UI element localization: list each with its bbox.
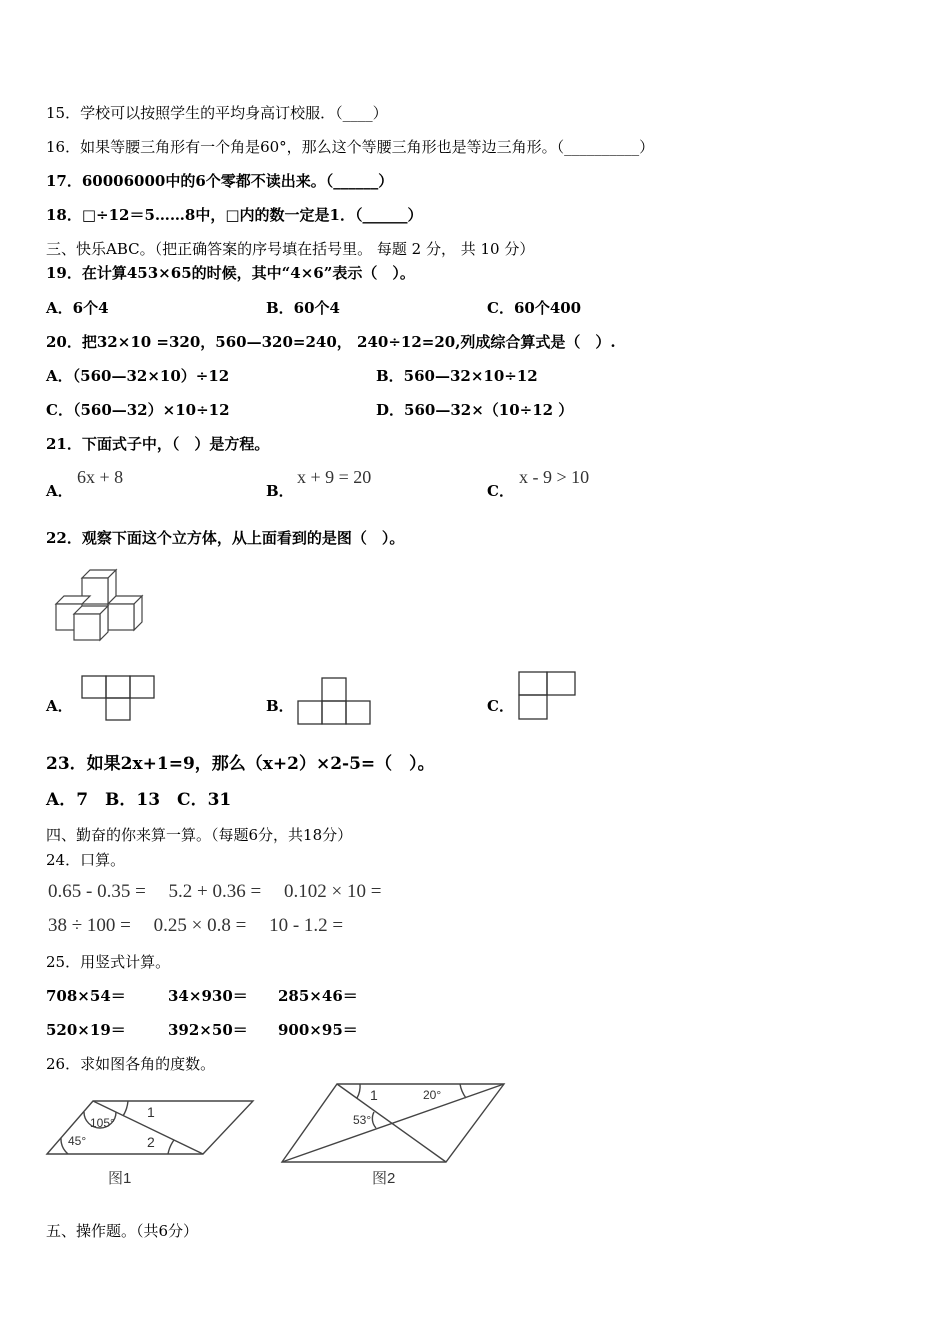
figure-2 <box>276 1076 510 1192</box>
fig2-angle-20: 20° <box>423 1088 442 1102</box>
q21-option-b-expr: x + 9 = 20 <box>297 467 372 487</box>
q23-options: A．7 B．13 C．31 <box>46 790 232 810</box>
question-18: 18．□÷12＝5……8中，□内的数一定是1．（______） <box>46 206 423 224</box>
q22-option-c-figure <box>517 671 577 721</box>
question-20: 20．把32×10 =320，560—320=240， 240÷12=20,列成综合算式是（ ）. <box>46 333 616 351</box>
q24-item: 0.25 × 0.8 = <box>153 915 247 936</box>
q24-row-2 <box>48 915 361 937</box>
question-21: 21．下面式子中，（ ）是方程。 <box>46 435 270 453</box>
q20-option-d: D．560—32×（10÷12 ） <box>376 401 574 419</box>
q22-option-b-label: B． <box>266 697 294 715</box>
cube-figure <box>52 568 148 642</box>
question-24: 24．口算。 <box>46 851 126 869</box>
fig1-label-1: 1 <box>147 1104 155 1120</box>
q22-option-b-figure <box>296 677 374 725</box>
section-4-title: 四、勤奋的你来算一算。（每题6分，共18分） <box>46 826 353 844</box>
question-17: 17．60006000中的6个零都不读出来。（______） <box>46 172 394 190</box>
fig2-angle-53: 53° <box>353 1113 372 1127</box>
q25-item: 900×95＝ <box>278 1021 358 1039</box>
fig2-label-1: 1 <box>370 1087 378 1103</box>
q21-option-b-label: B． <box>266 482 294 500</box>
question-19: 19．在计算453×65的时候，其中“4×6”表示（ ）。 <box>46 264 415 282</box>
question-22: 22．观察下面这个立方体，从上面看到的是图（ ）。 <box>46 529 405 547</box>
q25-item: 392×50＝ <box>168 1021 248 1039</box>
fig1-angle-105: 105° <box>90 1116 115 1130</box>
q21-option-c-label: C． <box>487 482 514 500</box>
q21-option-a-expr: 6x + 8 <box>77 467 124 487</box>
q20-option-c: C．（560—32）×10÷12 <box>46 401 230 419</box>
q24-row-1 <box>48 881 399 903</box>
figure-1 <box>40 1090 260 1190</box>
q25-item: 708×54＝ <box>46 987 126 1005</box>
question-26: 26．求如图各角的度数。 <box>46 1055 216 1073</box>
q24-item: 0.65 - 0.35 = <box>48 881 146 902</box>
q22-option-a-figure <box>81 675 157 723</box>
q24-item: 5.2 + 0.36 = <box>168 881 262 902</box>
q25-item: 285×46＝ <box>278 987 358 1005</box>
fig1-label-2: 2 <box>147 1134 155 1150</box>
q25-item: 520×19＝ <box>46 1021 126 1039</box>
question-25: 25．用竖式计算。 <box>46 953 171 971</box>
q24-item: 0.102 × 10 = <box>283 881 382 902</box>
q20-option-b: B．560—32×10÷12 <box>376 367 538 385</box>
fig2-caption: 图2 <box>372 1170 396 1187</box>
q21-option-c-expr: x - 9 > 10 <box>519 467 590 487</box>
q24-item: 38 ÷ 100 = <box>48 915 131 936</box>
q21-option-a-label: A． <box>46 482 73 500</box>
section-3-title: 三、快乐ABC。（把正确答案的序号填在括号里。 每题 2 分， 共 10 分） <box>46 240 535 258</box>
question-23: 23．如果2x+1=9，那么（x+2）×2-5=（ ）。 <box>46 754 435 774</box>
question-15: 15．学校可以按照学生的平均身高订校服．（____） <box>46 104 388 122</box>
q19-option-c: C．60个400 <box>487 299 582 317</box>
q25-item: 34×930＝ <box>168 987 248 1005</box>
q22-option-c-label: C． <box>487 697 514 715</box>
q24-item: 10 - 1.2 = <box>269 915 344 936</box>
section-5-title: 五、操作题。（共6分） <box>46 1222 199 1240</box>
question-16: 16．如果等腰三角形有一个角是60°，那么这个等腰三角形也是等边三角形。（__________） <box>46 138 655 156</box>
q19-option-b: B．60个4 <box>266 299 340 317</box>
fig1-caption: 图1 <box>108 1170 132 1187</box>
q20-option-a: A．（560—32×10）÷12 <box>46 367 230 385</box>
q19-option-a: A．6个4 <box>46 299 109 317</box>
q22-option-a-label: A． <box>46 697 73 715</box>
fig1-angle-45: 45° <box>68 1134 87 1148</box>
